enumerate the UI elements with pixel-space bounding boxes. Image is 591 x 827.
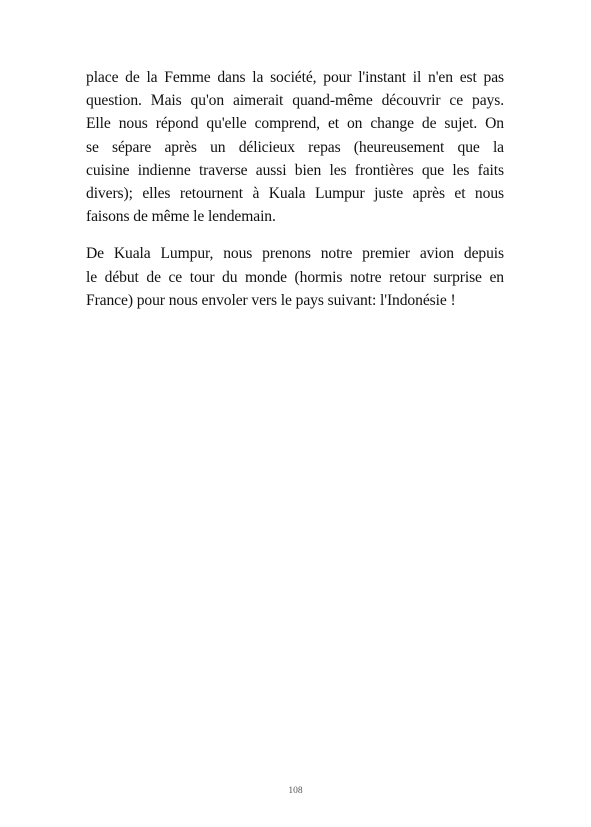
paragraph-line: question. Mais qu'on aimerait quand-même découvrir ce pays. xyxy=(86,92,504,110)
paragraph-line: De Kuala Lumpur, nous prenons notre premier avion depuis xyxy=(86,245,504,263)
paragraph-2 xyxy=(86,242,504,312)
body-text xyxy=(86,66,504,326)
paragraph-line: divers); elles retournent à Kuala Lumpur juste après et nous xyxy=(86,185,504,203)
paragraph-line: faisons de même le lendemain. xyxy=(86,208,276,226)
paragraph-1 xyxy=(86,66,504,228)
paragraph-line: place de la Femme dans la société, pour l'instant il n'en est pas xyxy=(86,69,504,86)
paragraph-line: France) pour nous envoler vers le pays suivant: l'Indonésie ! xyxy=(86,291,456,309)
page-number: 108 xyxy=(288,786,303,796)
paragraph-line: cuisine indienne traverse aussi bien les frontières que les faits xyxy=(86,161,504,179)
paragraph-line: se sépare après un délicieux repas (heureusement que la xyxy=(86,138,504,156)
paragraph-line: Elle nous répond qu'elle comprend, et on change de sujet. On xyxy=(86,115,504,133)
paragraph-line: le début de ce tour du monde (hormis notre retour surprise en xyxy=(86,268,504,286)
